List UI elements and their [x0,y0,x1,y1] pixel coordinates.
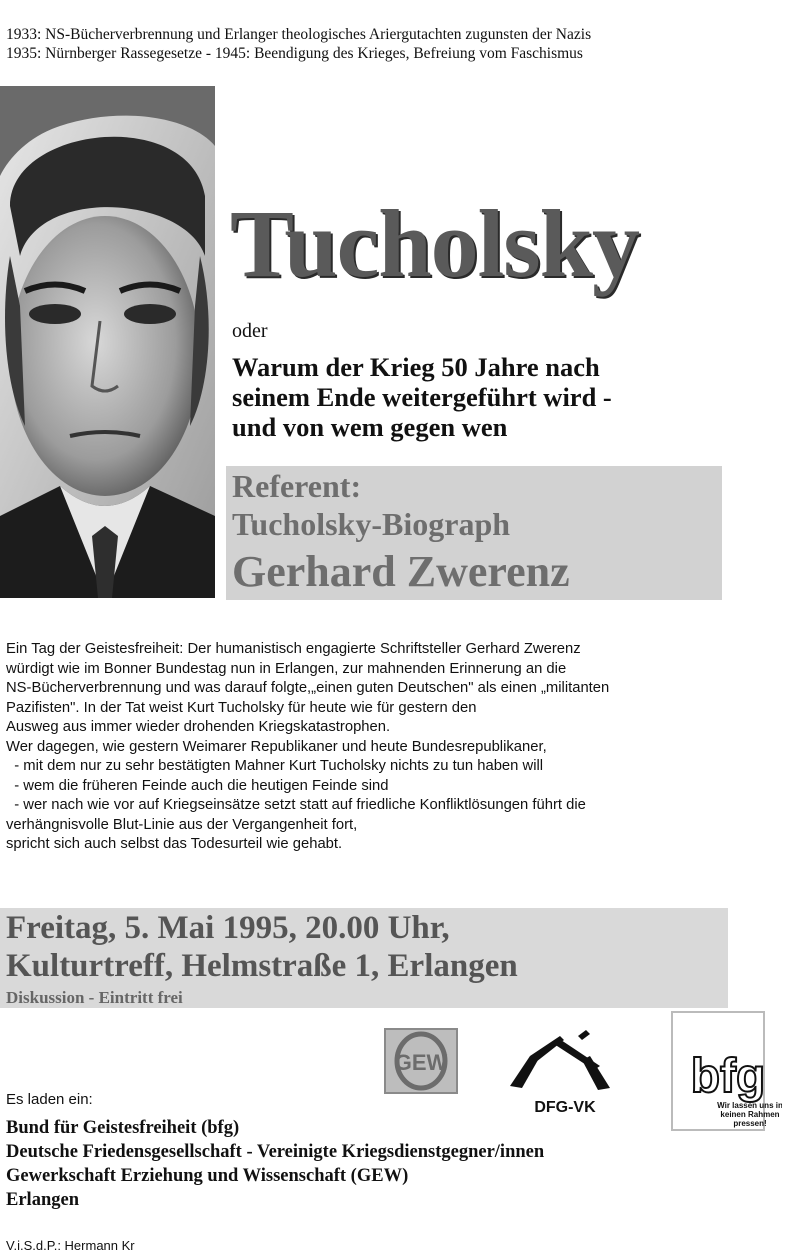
referent-label: Referent: [232,468,362,504]
header-line-1: 1933: NS-Bücherverbrennung und Erlanger theologisches Ariergutachten zugunsten der Nazis [6,26,592,43]
event-date: Freitag, 5. Mai 1995, 20.00 Uhr, [6,910,450,946]
referent-name: Gerhard Zwerenz [232,547,570,596]
portrait-photo [0,86,215,598]
subtitle-line-1: Warum der Krieg 50 Jahre nach [232,352,600,382]
bfg-slogan-2: keinen Rahmen [720,1110,780,1119]
body-line: Pazifisten". In der Tat weist Kurt Tucholsky für heute wie für gestern den [6,699,477,716]
visdp: V.i.S.d.P.: Hermann Kr [6,1238,135,1253]
bfg-slogan-1: Wir lassen uns in [717,1101,782,1110]
body-line: NS-Bücherverbrennung und was darauf folgte,„einen guten Deutschen" als einen „militanten [6,680,610,696]
event-note: Diskussion - Eintritt frei [6,988,183,1007]
body-line: - mit dem nur zu sehr bestätigten Mahner Kurt Tucholsky nichts zu tun haben will [6,758,544,774]
gew-logo-text: GEW [394,1050,448,1075]
organizer-4: Erlangen [6,1190,79,1210]
organizer-3: Gewerkschaft Erziehung und Wissenschaft (GEW) [6,1166,409,1186]
invite-text: Es laden ein: [6,1091,93,1108]
subtitle-line-2: seinem Ende weitergeführt wird - [232,382,612,412]
organizer-2: Deutsche Friedensgesellschaft - Vereinigte Kriegsdienstgegner/innen [6,1142,545,1162]
bfg-text: bfg [690,1050,766,1103]
body-line: - wem die früheren Feinde auch die heutigen Feinde sind [6,777,389,794]
body-line: verhängnisvolle Blut-Linie aus der Vergangenheit fort, [6,816,358,833]
header-line-2: 1935: Nürnberger Rassegesetze - 1945: Beendigung des Krieges, Befreiung vom Faschismus [6,45,583,62]
body-line: Wer dagegen, wie gestern Weimarer Republikaner und heute Bundesrepublikaner, [6,738,547,755]
bfg-logo [668,1010,782,1134]
body-line: würdigt wie im Bonner Bundestag nun in Erlangen, zur mahnenden Erinnerung an die [6,660,567,677]
body-line: - wer nach wie vor auf Kriegseinsätze setzt statt auf friedliche Konfliktlösungen führt die [6,797,586,813]
body-line: Ausweg aus immer wieder drohenden Kriegskatastrophen. [6,719,391,735]
subtitle-line-3: und von wem gegen wen [232,412,508,442]
body-line: spricht sich auch selbst das Todesurteil wie gehabt. [6,836,343,852]
dfg-vk-text: DFG-VK [534,1099,596,1116]
referent-role: Tucholsky-Biograph [232,506,511,542]
gew-logo [384,1028,458,1094]
event-place: Kulturtreff, Helmstraße 1, Erlangen [6,948,518,984]
oder-text: oder [232,320,268,342]
bfg-slogan-3: pressen! [733,1119,767,1128]
title: Tucholsky [230,190,640,297]
dfg-vk-logo [490,1026,640,1118]
body-line: Ein Tag der Geistesfreiheit: Der humanistisch engagierte Schriftsteller Gerhard Zwerenz [6,641,581,657]
organizer-1: Bund für Geistesfreiheit (bfg) [6,1118,240,1138]
